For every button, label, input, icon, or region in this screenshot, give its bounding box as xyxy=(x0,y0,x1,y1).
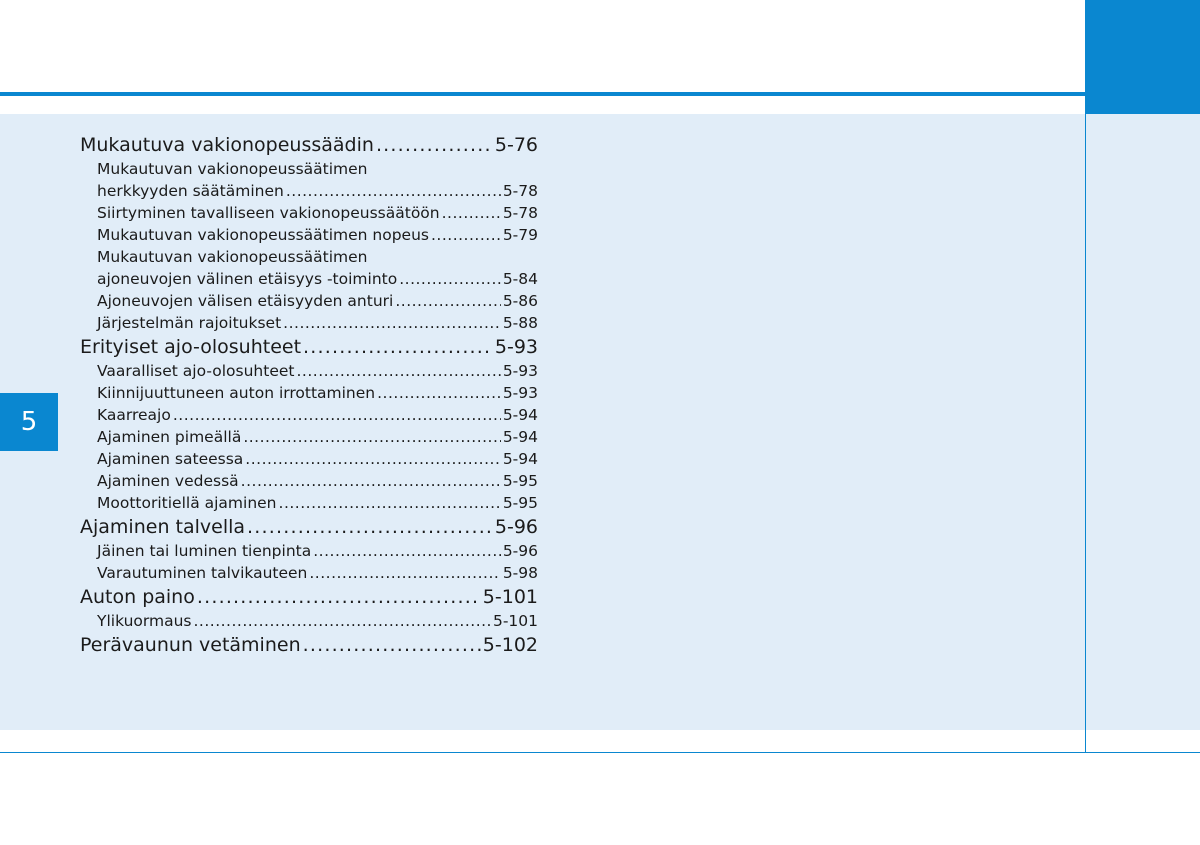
dot-leader xyxy=(241,470,501,492)
toc-subsection-entry[interactable] xyxy=(80,246,538,268)
dot-leader xyxy=(279,492,501,514)
dot-leader xyxy=(173,404,501,426)
toc-entry-title: Mukautuva vakionopeussäädin xyxy=(80,134,374,156)
toc-entry-title: Ajaminen pimeällä xyxy=(97,428,242,446)
toc-subsection-entry[interactable] xyxy=(80,312,538,334)
toc-page-number: 5-94 xyxy=(502,428,538,446)
toc-section-entry[interactable] xyxy=(80,633,538,657)
dot-leader xyxy=(197,585,481,609)
toc-entry-title: Ajaminen talvella xyxy=(80,516,246,538)
toc-subsection-entry[interactable] xyxy=(80,382,538,404)
toc-entry-title: Kiinnijuuttuneen auton irrottaminen xyxy=(97,384,376,402)
toc-page-number: 5-94 xyxy=(502,450,538,468)
chapter-tab: 5 xyxy=(0,393,58,451)
toc-page-number: 5-79 xyxy=(502,226,538,244)
toc-subsection-entry[interactable] xyxy=(80,426,538,448)
toc-subsection-entry[interactable] xyxy=(80,202,538,224)
toc-subsection-entry[interactable] xyxy=(80,290,538,312)
toc-entry-title: Ajoneuvojen välisen etäisyyden anturi xyxy=(97,292,394,310)
toc-page-number: 5-93 xyxy=(494,336,538,358)
toc-entry-title: Moottoritiellä ajaminen xyxy=(97,494,277,512)
dot-leader xyxy=(399,268,501,290)
toc-page-number: 5-101 xyxy=(492,612,538,630)
table-of-contents xyxy=(80,132,538,658)
toc-page-number: 5-102 xyxy=(482,634,538,656)
toc-entry-title: Ajaminen sateessa xyxy=(97,450,244,468)
dot-leader xyxy=(303,335,493,359)
toc-subsection-entry[interactable] xyxy=(80,540,538,562)
toc-section-entry[interactable] xyxy=(80,133,538,157)
toc-entry-title: Järjestelmän rajoitukset xyxy=(97,314,282,332)
toc-entry-title: Erityiset ajo-olosuhteet xyxy=(80,336,302,358)
toc-section-entry[interactable] xyxy=(80,335,538,359)
toc-section-entry[interactable] xyxy=(80,585,538,609)
toc-entry-title: Vaaralliset ajo-olosuhteet xyxy=(97,362,295,380)
toc-subsection-entry[interactable] xyxy=(80,562,538,584)
toc-entry-title: Auton paino xyxy=(80,586,195,608)
toc-page-number: 5-98 xyxy=(502,564,538,582)
dot-leader xyxy=(245,448,501,470)
dot-leader xyxy=(296,360,500,382)
toc-entry-title: Mukautuvan vakionopeussäätimen xyxy=(97,160,368,178)
toc-section-entry[interactable] xyxy=(80,515,538,539)
toc-subsection-entry[interactable] xyxy=(80,224,538,246)
toc-entry-title: Siirtyminen tavalliseen vakionopeussäätöön xyxy=(97,204,440,222)
dot-leader xyxy=(431,224,501,246)
dot-leader xyxy=(247,515,493,539)
dot-leader xyxy=(309,562,500,584)
toc-subsection-entry[interactable] xyxy=(80,610,538,632)
toc-page-number: 5-78 xyxy=(502,182,538,200)
toc-entry-title: Mukautuvan vakionopeussäätimen xyxy=(97,248,368,266)
dot-leader xyxy=(442,202,501,224)
dot-leader xyxy=(193,610,490,632)
dot-leader xyxy=(303,633,481,657)
toc-page-number: 5-93 xyxy=(502,384,538,402)
dot-leader xyxy=(377,382,501,404)
dot-leader xyxy=(395,290,500,312)
toc-page-number: 5-78 xyxy=(502,204,538,222)
side-panel xyxy=(1086,114,1200,730)
toc-page-number: 5-86 xyxy=(502,292,538,310)
dot-leader xyxy=(286,180,501,202)
toc-entry-title: Ajaminen vedessä xyxy=(97,472,239,490)
dot-leader xyxy=(376,133,493,157)
toc-subsection-entry[interactable] xyxy=(80,180,538,202)
dot-leader xyxy=(313,540,501,562)
toc-page-number: 5-88 xyxy=(502,314,538,332)
toc-page-number: 5-95 xyxy=(502,472,538,490)
toc-page-number: 5-96 xyxy=(494,516,538,538)
toc-entry-title: Kaarreajo xyxy=(97,406,171,424)
toc-page-number: 5-101 xyxy=(482,586,538,608)
toc-page-number: 5-94 xyxy=(502,406,538,424)
toc-entry-title: Perävaunun vetäminen xyxy=(80,634,301,656)
toc-subsection-entry[interactable] xyxy=(80,404,538,426)
toc-subsection-entry[interactable] xyxy=(80,158,538,180)
toc-subsection-entry[interactable] xyxy=(80,470,538,492)
toc-entry-title: Varautuminen talvikauteen xyxy=(97,564,308,582)
toc-page-number: 5-84 xyxy=(502,270,538,288)
header-rule xyxy=(0,92,1085,96)
vertical-rule xyxy=(1085,96,1086,753)
toc-subsection-entry[interactable] xyxy=(80,360,538,382)
toc-entry-title: ajoneuvojen välinen etäisyys -toiminto xyxy=(97,270,398,288)
toc-subsection-entry[interactable] xyxy=(80,492,538,514)
dot-leader xyxy=(243,426,500,448)
footer-rule xyxy=(0,752,1200,753)
toc-subsection-entry[interactable] xyxy=(80,268,538,290)
toc-entry-title: Jäinen tai luminen tienpinta xyxy=(97,542,312,560)
toc-entry-title: Mukautuvan vakionopeussäätimen nopeus xyxy=(97,226,429,244)
toc-page-number: 5-76 xyxy=(494,134,538,156)
toc-page-number: 5-93 xyxy=(502,362,538,380)
toc-subsection-entry[interactable] xyxy=(80,448,538,470)
toc-entry-title: Ylikuormaus xyxy=(97,612,192,630)
toc-entry-title: herkkyyden säätäminen xyxy=(97,182,284,200)
toc-page-number: 5-96 xyxy=(502,542,538,560)
toc-page-number: 5-95 xyxy=(502,494,538,512)
dot-leader xyxy=(283,312,501,334)
corner-block xyxy=(1085,0,1200,114)
